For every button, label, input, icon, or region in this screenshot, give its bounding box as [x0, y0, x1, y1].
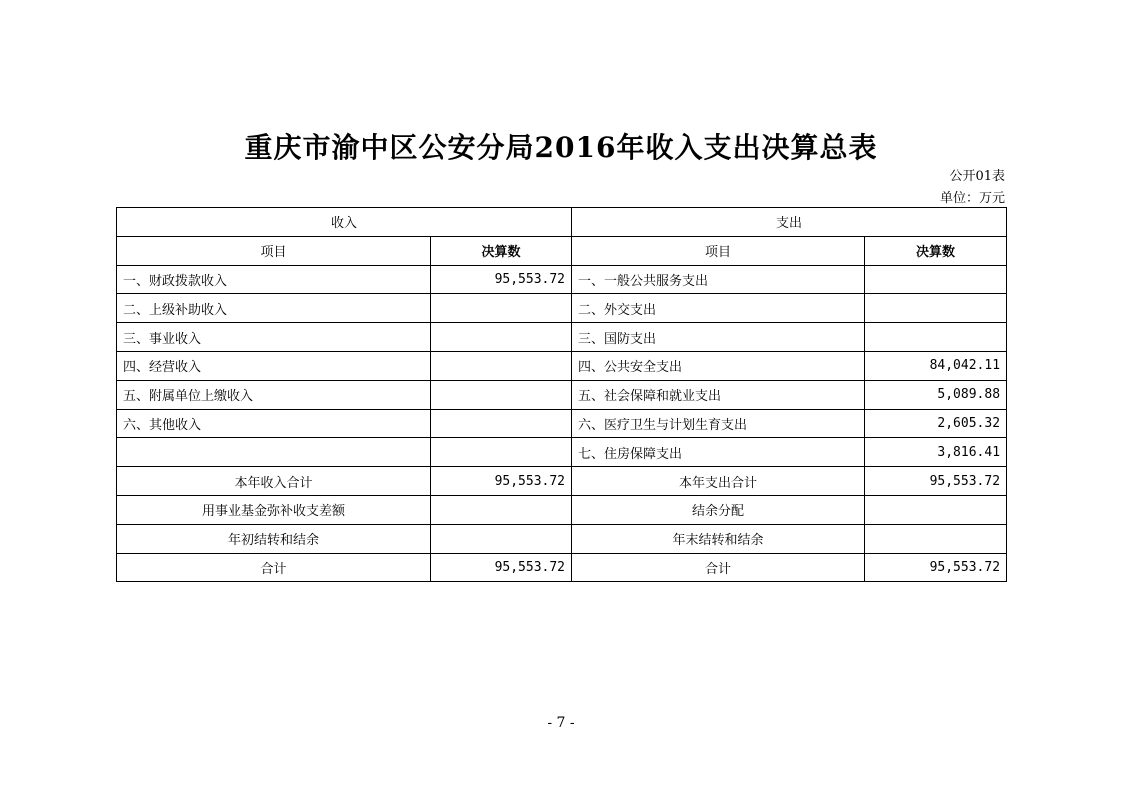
income-summary-label: 年初结转和结余 — [117, 524, 431, 553]
income-amount — [431, 409, 572, 438]
table-row — [117, 409, 1007, 438]
income-item: 一、财政拨款收入 — [117, 265, 431, 294]
total-row — [117, 553, 1007, 582]
table-row — [117, 265, 1007, 294]
income-summary-amount — [431, 524, 572, 553]
expense-summary-label: 结余分配 — [572, 495, 865, 524]
income-item-header: 项目 — [117, 236, 431, 265]
table-row — [117, 438, 1007, 467]
expense-total-label: 合计 — [572, 553, 865, 582]
expense-item: 一、一般公共服务支出 — [572, 265, 865, 294]
income-amount-header: 决算数 — [431, 236, 572, 265]
expense-item: 七、住房保障支出 — [572, 438, 865, 467]
income-header: 收入 — [117, 208, 572, 237]
table-row — [117, 294, 1007, 323]
expense-amount — [865, 323, 1007, 352]
expense-header: 支出 — [572, 208, 1007, 237]
income-amount — [431, 380, 572, 409]
expense-item: 五、社会保障和就业支出 — [572, 380, 865, 409]
expense-amount: 84,042.11 — [865, 351, 1007, 380]
summary-row — [117, 524, 1007, 553]
income-summary-amount: 95,553.72 — [431, 467, 572, 496]
income-summary-label: 用事业基金弥补收支差额 — [117, 495, 431, 524]
income-item — [117, 438, 431, 467]
expense-amount-header: 决算数 — [865, 236, 1007, 265]
expense-summary-amount — [865, 495, 1007, 524]
page-title: 重庆市渝中区公安分局2016年收入支出决算总表 — [244, 131, 878, 164]
income-amount — [431, 351, 572, 380]
expense-item: 二、外交支出 — [572, 294, 865, 323]
income-amount: 95,553.72 — [431, 265, 572, 294]
section-header-row — [117, 208, 1007, 237]
income-item: 四、经营收入 — [117, 351, 431, 380]
expense-total-amount: 95,553.72 — [865, 553, 1007, 582]
table-row — [117, 351, 1007, 380]
form-code: 公开01表 — [949, 169, 1005, 184]
expense-amount: 3,816.41 — [865, 438, 1007, 467]
income-total-label: 合计 — [117, 553, 431, 582]
income-item: 六、其他收入 — [117, 409, 431, 438]
income-amount — [431, 323, 572, 352]
expense-amount: 2,605.32 — [865, 409, 1007, 438]
income-amount — [431, 294, 572, 323]
page-number: - 7 - — [547, 715, 575, 731]
expense-item: 六、医疗卫生与计划生育支出 — [572, 409, 865, 438]
expense-amount: 5,089.88 — [865, 380, 1007, 409]
income-summary-label: 本年收入合计 — [117, 467, 431, 496]
expense-summary-amount: 95,553.72 — [865, 467, 1007, 496]
expense-item: 四、公共安全支出 — [572, 351, 865, 380]
budget-table — [116, 207, 1007, 582]
unit-label: 单位：万元 — [939, 191, 1005, 206]
expense-amount — [865, 265, 1007, 294]
expense-amount — [865, 294, 1007, 323]
expense-summary-amount — [865, 524, 1007, 553]
expense-summary-label: 年末结转和结余 — [572, 524, 865, 553]
table-row — [117, 323, 1007, 352]
income-item: 二、上级补助收入 — [117, 294, 431, 323]
expense-item-header: 项目 — [572, 236, 865, 265]
income-total-amount: 95,553.72 — [431, 553, 572, 582]
income-summary-amount — [431, 495, 572, 524]
table-row — [117, 380, 1007, 409]
income-item: 三、事业收入 — [117, 323, 431, 352]
summary-row — [117, 467, 1007, 496]
expense-summary-label: 本年支出合计 — [572, 467, 865, 496]
summary-row — [117, 495, 1007, 524]
expense-item: 三、国防支出 — [572, 323, 865, 352]
income-item: 五、附属单位上缴收入 — [117, 380, 431, 409]
column-header-row — [117, 236, 1007, 265]
income-amount — [431, 438, 572, 467]
